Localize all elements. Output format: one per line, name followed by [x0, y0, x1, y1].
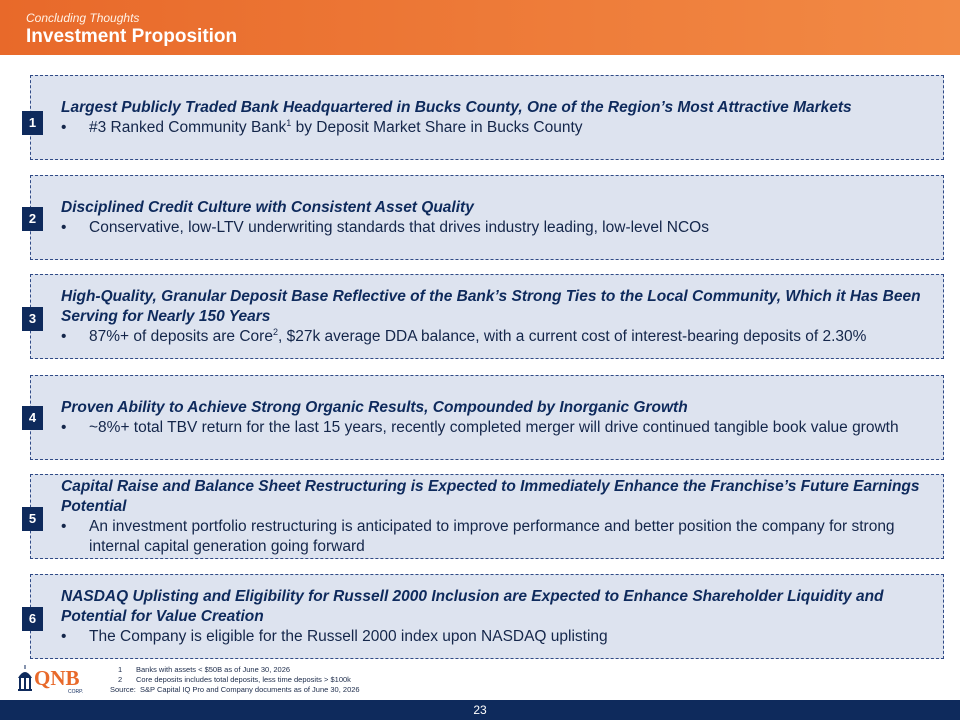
bullet-text: The Company is eligible for the Russell 2000 index upon NASDAQ uplisting — [89, 627, 608, 645]
proposition-heading: High-Quality, Granular Deposit Base Reflective of the Bank’s Strong Ties to the Local Community, Which it Has Been Serving for Nearly 150 Years — [61, 287, 921, 325]
bullet-marker: • — [61, 418, 67, 436]
proposition-heading: NASDAQ Uplisting and Eligibility for Russell 2000 Inclusion are Expected to Enhance Shareholder Liquidity and Potential for Value Creation — [61, 587, 884, 625]
footer-bar — [0, 700, 960, 720]
item-number-badge: 4 — [22, 406, 43, 430]
proposition-box-6 — [30, 574, 944, 659]
company-logo — [16, 664, 90, 696]
bullet-text-cont: by Deposit Market Share in Bucks County — [291, 118, 583, 136]
item-number-badge: 6 — [22, 607, 43, 631]
header-banner — [0, 0, 960, 55]
item-number-badge: 1 — [22, 111, 43, 135]
footnote-row: 2 Core deposits includes total deposits, less time deposits > $100k — [118, 675, 351, 684]
proposition-box-2 — [30, 175, 944, 260]
logo-text: QNB — [34, 666, 80, 690]
item-number-badge: 5 — [22, 507, 43, 531]
proposition-bullet — [61, 627, 931, 647]
proposition-bullet — [61, 327, 931, 347]
proposition-bullet — [61, 118, 931, 138]
bullet-text: Conservative, low-LTV underwriting standards that drives industry leading, low-level NCOs — [89, 218, 709, 236]
proposition-box-4 — [30, 375, 944, 460]
proposition-bullet — [61, 418, 931, 438]
bullet-text: ~8%+ total TBV return for the last 15 years, recently completed merger will drive continued tangible book value growth — [89, 418, 899, 436]
bullet-text: 87%+ of deposits are Core — [89, 327, 273, 345]
bullet-marker: • — [61, 218, 67, 236]
bullet-text: An investment portfolio restructuring is anticipated to improve performance and better position the company for strong internal capital generation going forward — [89, 517, 895, 555]
bullet-text: #3 Ranked Community Bank — [89, 118, 287, 136]
bullet-text-cont: , $27k average DDA balance, with a current cost of interest-bearing deposits of 2.30% — [277, 327, 867, 345]
footnotes — [110, 665, 360, 695]
bullet-marker: • — [61, 327, 67, 345]
footnote-ref: 1 — [286, 117, 292, 128]
page-title: Investment Proposition — [26, 26, 238, 47]
section-kicker: Concluding Thoughts — [26, 11, 140, 25]
proposition-heading: Largest Publicly Traded Bank Headquartered in Bucks County, One of the Region’s Most Attractive Markets — [61, 98, 852, 116]
proposition-heading: Proven Ability to Achieve Strong Organic Results, Compounded by Inorganic Growth — [61, 398, 688, 416]
footnote-ref: 2 — [272, 326, 278, 337]
proposition-bullet — [61, 218, 931, 238]
proposition-box-1 — [30, 75, 944, 160]
page-number: 23 — [473, 703, 487, 717]
logo-subtext: CORP. — [68, 689, 84, 695]
proposition-bullet — [61, 517, 931, 557]
footnote-row: 1 Banks with assets < $50B as of June 30, 2026 — [118, 665, 291, 674]
bullet-marker: • — [61, 118, 67, 136]
item-number-badge: 3 — [22, 307, 43, 331]
item-number-badge: 2 — [22, 207, 43, 231]
footnote-row: Source: S&P Capital IQ Pro and Company documents as of June 30, 2026 — [110, 685, 360, 694]
proposition-box-5 — [30, 474, 944, 559]
proposition-box-3 — [30, 274, 944, 359]
proposition-heading: Disciplined Credit Culture with Consistent Asset Quality — [61, 198, 474, 216]
bullet-marker: • — [61, 517, 67, 535]
proposition-heading: Capital Raise and Balance Sheet Restructuring is Expected to Immediately Enhance the Franchise’s Future Earnings Potential — [61, 477, 920, 515]
bullet-marker: • — [61, 627, 67, 645]
